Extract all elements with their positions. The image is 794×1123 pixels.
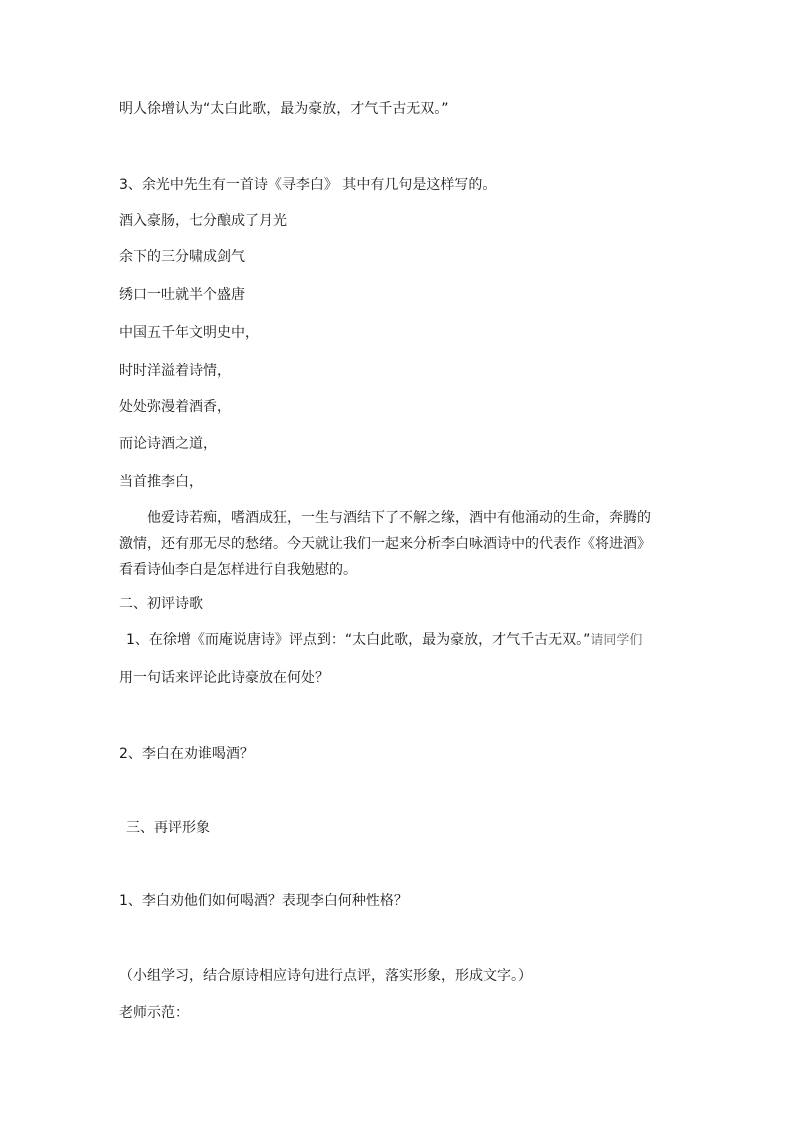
poem-line-3: 绣口一吐就半个盛唐: [119, 287, 245, 303]
group-study-note: （小组学习，结合原诗相应诗句进行点评，落实形象，形成文字。）: [119, 968, 532, 984]
intro-line-1: 中国五千年文明史中，: [119, 325, 259, 341]
question-1-continued: 用一句话来评论此诗豪放在何处？: [119, 670, 329, 686]
poem-line-1: 酒入豪肠，七分酿成了月光: [119, 213, 287, 229]
question-1-text: 1、在徐增《而庵说唐诗》评点到：“太白此歌，最为豪放，才气千古无双。”: [126, 632, 591, 648]
poem-line-2: 余下的三分啸成剑气: [119, 249, 245, 265]
teacher-demo-label: 老师示范：: [119, 1005, 189, 1021]
section-heading-3: 三、再评形象: [126, 820, 210, 836]
question-1-tail: 请同学们: [590, 633, 643, 648]
intro-paragraph: 他爱诗若痴，嗜酒成狂，一生与酒结下了不解之缘，酒中有他涌动的生命，奔腾的激情，还有那无尽的愁绪。今天就让我们一起来分析李白咏酒诗中的代表作《将进酒》 看看诗仙李白是怎样进行自我勉慰的。: [119, 510, 651, 578]
question-2: 2、李白在劝谁喝酒？: [119, 746, 254, 762]
question-1: [126, 630, 642, 651]
intro-line-3: 处处弥漫着酒香，: [119, 399, 231, 415]
quote-xu-zeng: 明人徐增认为“太白此歌，最为豪放，才气千古无双。”: [119, 101, 449, 117]
question-yu-guangzhong: 3、余光中先生有一首诗《寻李白》 其中有几句是这样写的。: [119, 177, 497, 193]
intro-line-2: 时时洋溢着诗情，: [119, 363, 231, 379]
section-heading-2: 二、初评诗歌: [119, 596, 203, 612]
intro-line-5: 当首推李白，: [119, 474, 203, 490]
question-3: 1、李白劝他们如何喝酒？表现李白何种性格？: [119, 893, 408, 909]
intro-line-4: 而论诗酒之道，: [119, 436, 217, 452]
